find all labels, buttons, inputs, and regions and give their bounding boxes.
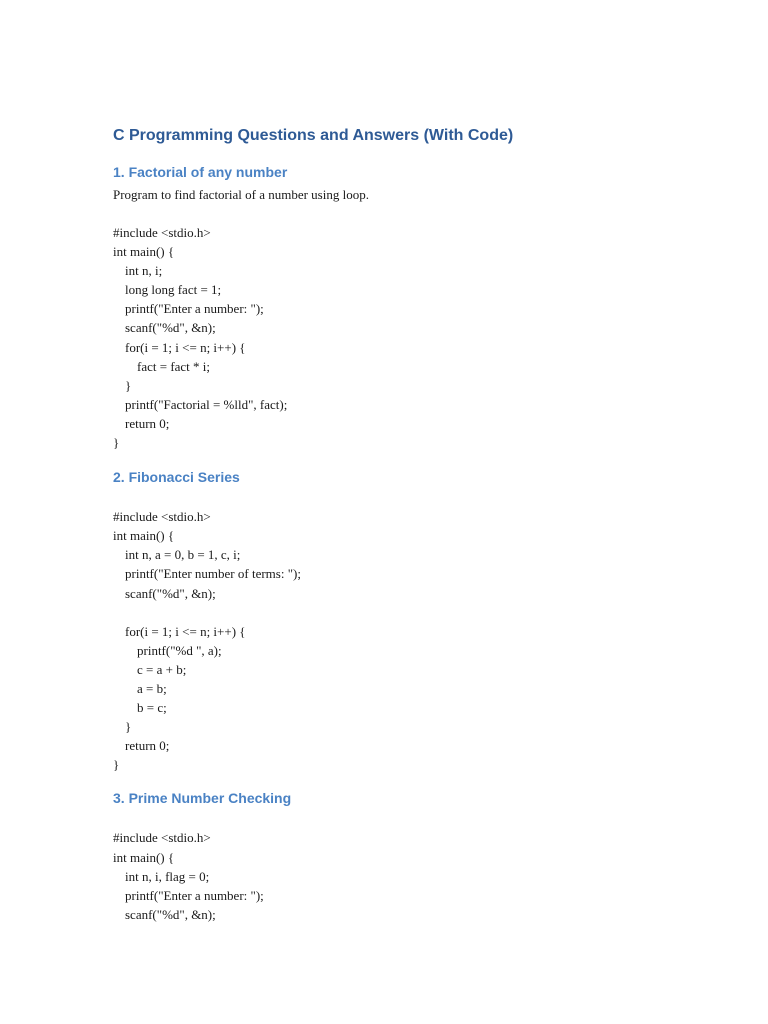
code-line: for(i = 1; i <= n; i++) { <box>125 339 246 355</box>
code-line: return 0; <box>125 738 170 754</box>
code-line: } <box>125 377 132 393</box>
code-line: scanf("%d", &n); <box>125 906 216 922</box>
code-block-prime <box>113 828 768 923</box>
code-line: for(i = 1; i <= n; i++) { <box>125 623 246 639</box>
code-line: b = c; <box>137 700 167 716</box>
code-line: } <box>113 757 120 773</box>
code-line: printf("%d ", a); <box>137 642 222 658</box>
code-line: #include <stdio.h> <box>113 509 211 525</box>
code-line: scanf("%d", &n); <box>125 585 216 601</box>
code-line: } <box>113 435 120 451</box>
code-line: int n, i, flag = 0; <box>125 868 210 884</box>
document-title: C Programming Questions and Answers (With Code) <box>113 127 514 144</box>
code-line: long long fact = 1; <box>125 282 222 298</box>
code-line: return 0; <box>125 415 170 431</box>
code-block-factorial <box>113 223 768 452</box>
code-line: int main() { <box>113 528 175 544</box>
code-line: int main() { <box>113 849 175 865</box>
code-line: #include <stdio.h> <box>113 225 211 240</box>
code-line: } <box>125 719 132 735</box>
code-line: c = a + b; <box>137 661 187 677</box>
section-heading-factorial: 1. Factorial of any number <box>113 164 288 180</box>
code-line: printf("Enter a number: "); <box>125 887 264 903</box>
code-line: printf("Enter a number: "); <box>125 301 264 317</box>
code-block-fibonacci <box>113 507 768 774</box>
code-line: printf("Enter number of terms: "); <box>125 566 301 582</box>
code-line: int main() { <box>113 244 175 260</box>
code-line: printf("Factorial = %lld", fact); <box>125 396 288 412</box>
code-line: fact = fact * i; <box>137 358 211 374</box>
code-line: int n, a = 0, b = 1, c, i; <box>125 547 241 563</box>
code-line: a = b; <box>137 680 167 696</box>
code-line-blank <box>113 603 768 622</box>
section-heading-fibonacci: 2. Fibonacci Series <box>113 469 240 486</box>
code-line: int n, i; <box>125 263 163 279</box>
code-line: #include <stdio.h> <box>113 830 211 846</box>
section-description-factorial: Program to find factorial of a number using loop. <box>113 187 369 202</box>
code-line: scanf("%d", &n); <box>125 320 216 336</box>
section-heading-prime: 3. Prime Number Checking <box>113 790 292 807</box>
